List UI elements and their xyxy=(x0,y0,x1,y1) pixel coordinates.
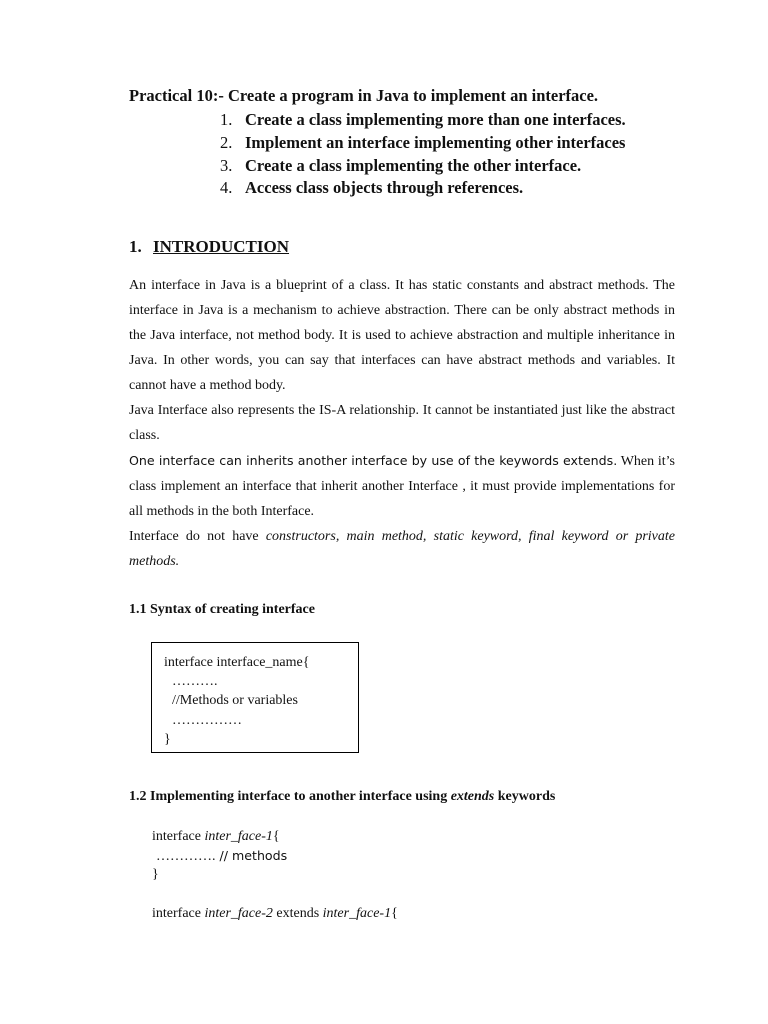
list-text: Create a class implementing more than one interfaces. xyxy=(245,110,626,129)
code-line: //Methods or variables xyxy=(172,693,298,708)
code-ellipsis: …………. xyxy=(156,849,216,864)
code-brace: { xyxy=(391,906,398,921)
introduction-body xyxy=(129,273,675,574)
heading-keyword: extends xyxy=(450,789,495,804)
code-line: } xyxy=(152,867,159,882)
list-item xyxy=(220,155,626,178)
paragraph-inheritance xyxy=(129,448,675,524)
code-line: …………… xyxy=(172,713,242,728)
code-line xyxy=(152,905,398,923)
objectives-list xyxy=(220,109,626,200)
code-keyword: interface xyxy=(152,906,205,921)
code-line: } xyxy=(164,732,171,747)
code-line xyxy=(152,828,280,846)
section-heading-introduction xyxy=(129,237,289,257)
code-comment: // methods xyxy=(215,848,288,863)
code-identifier: inter_face-1 xyxy=(322,906,392,921)
code-line xyxy=(156,847,287,866)
list-item xyxy=(220,177,626,200)
paragraph-restrictions xyxy=(129,524,675,574)
list-text: Create a class implementing the other interface. xyxy=(245,155,582,175)
list-number: 4. xyxy=(220,178,233,198)
code-identifier: inter_face-2 xyxy=(204,906,273,921)
paragraph-restrictions-list: constructors, main method, static keyword, final keyword or private methods. xyxy=(129,529,675,569)
paragraph-inheritance-lead: One interface can inherits another interface by use of the keywords extends. xyxy=(129,453,618,468)
list-number: 1. xyxy=(220,110,233,129)
list-item xyxy=(220,109,626,132)
list-item xyxy=(220,132,626,155)
section-title: INTRODUCTION xyxy=(153,237,290,256)
paragraph-is-a: Java Interface also represents the IS-A relationship. It cannot be instantiated just like the abstract class. xyxy=(129,403,675,443)
heading-part: keywords xyxy=(494,789,556,804)
list-text: Access class objects through references. xyxy=(245,178,524,198)
heading-part: 1.2 Implementing interface to another interface using xyxy=(129,789,451,804)
practical-title: Practical 10:- Create a program in Java to implement an interface. xyxy=(129,86,599,105)
list-number: 2. xyxy=(220,132,233,152)
list-number: 3. xyxy=(220,155,233,175)
list-text: Implement an interface implementing other interfaces xyxy=(245,132,626,152)
code-keyword: interface xyxy=(152,829,205,844)
code-line: interface interface_name{ xyxy=(164,655,310,670)
subsection-heading-syntax: 1.1 Syntax of creating interface xyxy=(129,602,315,617)
subsection-heading-extends xyxy=(129,789,555,805)
code-identifier: inter_face-1 xyxy=(204,829,273,844)
section-number: 1. xyxy=(129,237,142,256)
code-keyword: extends xyxy=(272,906,323,921)
paragraph-inheritance-rest: When it’s class implement an interface that inherit another Interface , it must provide implementations for all methods in the both Interface. xyxy=(129,454,675,519)
code-line: ………. xyxy=(172,674,218,689)
paragraph-definition: An interface in Java is a blueprint of a class. It has static constants and abstract methods. The interface in Java is a mechanism to achieve abstraction. There can be only abstract methods in the Java interface, not method body. It is used to achieve abstraction and multiple inheritance in Java. In other words, you can say that interfaces can have abstract methods and variables. It cannot have a method body. xyxy=(129,278,675,393)
code-brace: { xyxy=(272,829,280,844)
paragraph-restrictions-lead: Interface do not have xyxy=(129,529,266,544)
syntax-code-box xyxy=(151,642,359,753)
